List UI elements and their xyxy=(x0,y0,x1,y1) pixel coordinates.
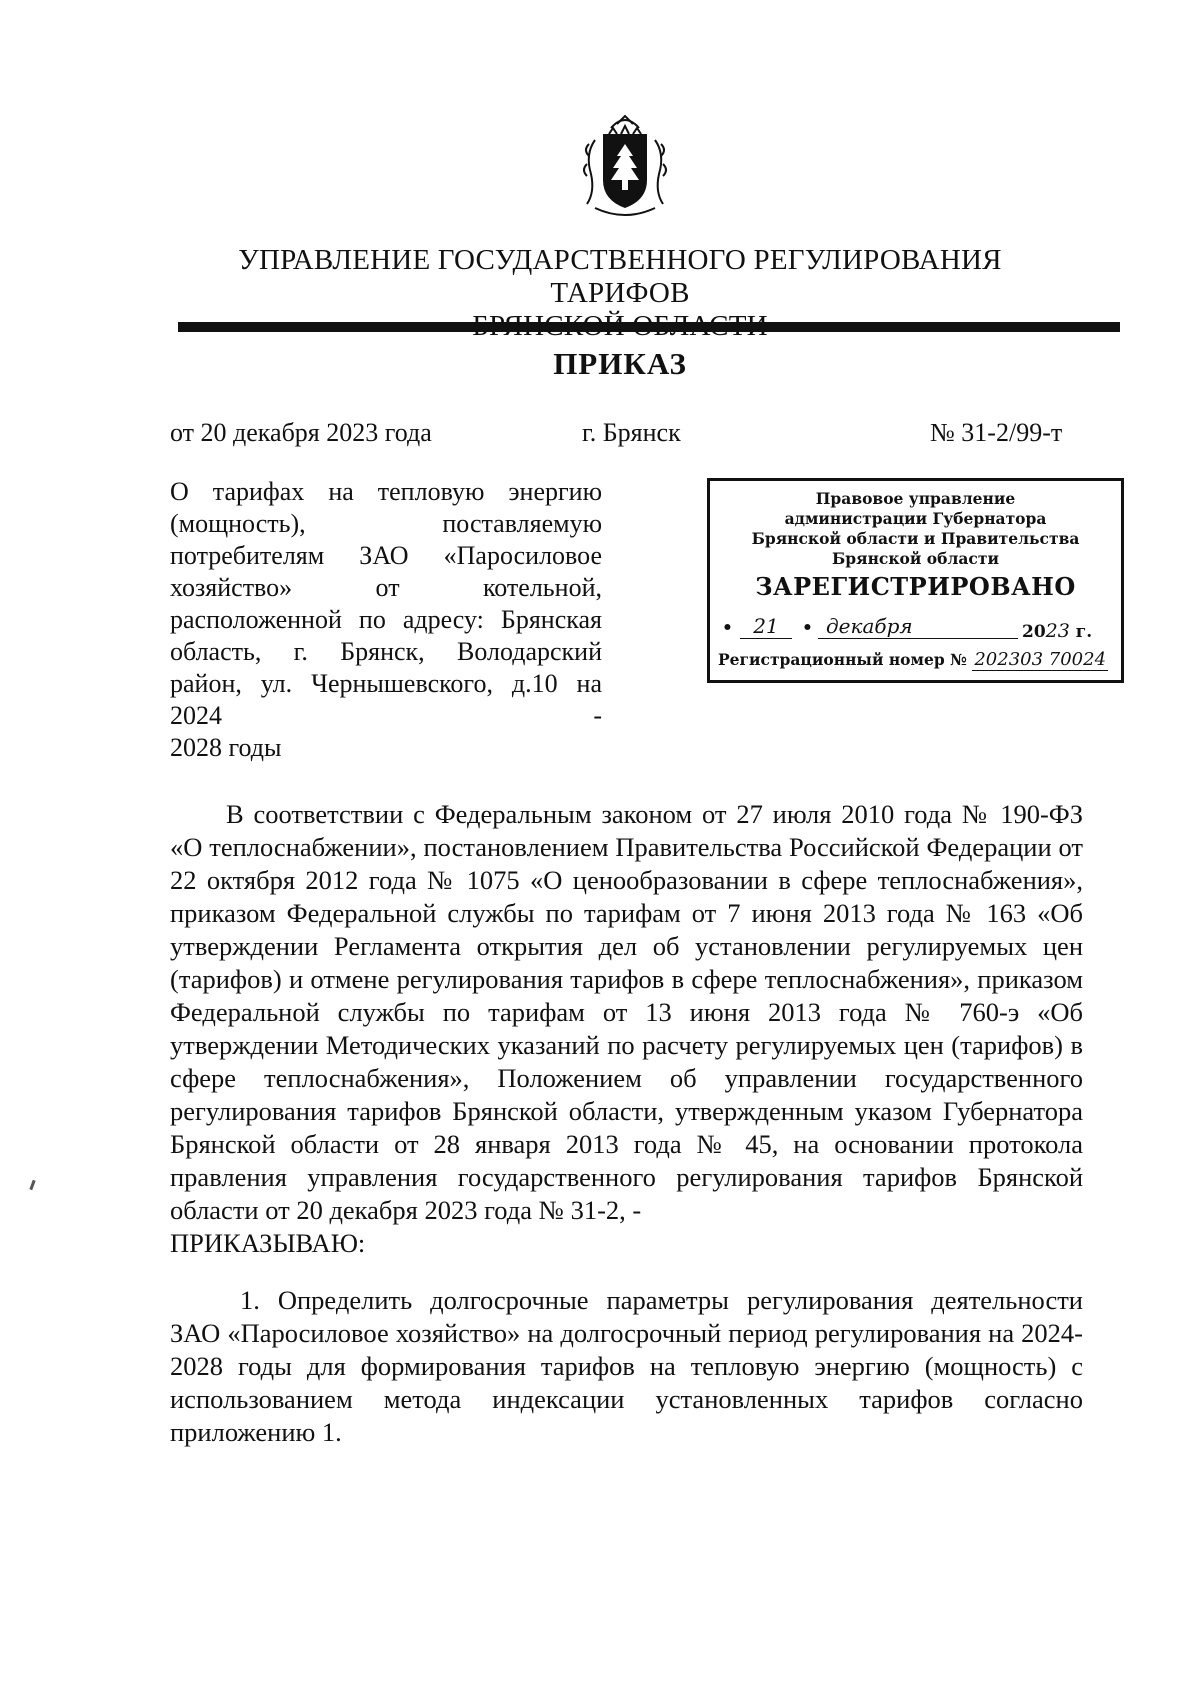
stamp-day: 21 xyxy=(740,614,792,639)
preamble-paragraph: В соответствии с Федеральным законом от 27 июля 2010 года № 190-ФЗ «О теплоснабжении», постановлением Правительства Российской Федерации от 22 октября 2012 года № 1075 «О ценообразовании в сфере теплоснабжения», приказом Федеральной службы по тарифам от 7 июня 2013 года № 163 «Об утверждении Регламента открытия дел об установлении регулируемых цен (тарифов) и отмене регулирования тарифов в сфере теплоснабжения», приказом Федеральной службы по тарифам от 13 июня 2013 года № 760-э «Об утверждении Методических указаний по расчету регулируемых цен (тарифов) в сфере теплоснабжения», Положением об управлении государственного регулирования тарифов Брянской области, утвержденным указом Губернатора Брянской области от 28 января 2013 года № 45, на основании протокола правления управления государственного регулирования тарифов Брянской области от 20 декабря 2023 года № 31-2, - xyxy=(170,799,1083,1225)
stamp-line-3: Брянской области и Правительства xyxy=(751,529,1080,548)
organization-line-1: УПРАВЛЕНИЕ ГОСУДАРСТВЕННОГО РЕГУЛИРОВАНИЯ ТАРИФОВ xyxy=(238,244,1002,309)
scan-mark xyxy=(29,1180,35,1190)
order-date: от 20 декабря 2023 года xyxy=(170,418,432,447)
order-number: № 31-2/99-т xyxy=(930,418,1063,447)
order-subject-last-line: 2028 годы xyxy=(170,733,282,762)
order-body xyxy=(170,798,1083,1449)
document-title: ПРИКАЗ xyxy=(553,346,687,381)
stamp-line-4: Брянской области xyxy=(832,549,999,568)
stamp-line-2: администрации Губернатора xyxy=(784,509,1047,528)
registration-stamp xyxy=(707,478,1124,683)
header-divider xyxy=(178,322,1120,332)
stamp-date-line: • 21 • декабря 2023 г. xyxy=(722,614,1093,642)
coat-of-arms-emblem xyxy=(565,104,685,228)
stamp-registered: ЗАРЕГИСТРИРОВАНО xyxy=(755,572,1076,601)
stamp-regnum-value: 202303 70024 xyxy=(974,649,1107,670)
order-subject-text: О тарифах на тепловую энергию (мощность), поставляемую потребителям ЗАО «Паросиловое хозяйство» от котельной, расположенной по адресу: Брянская область, г. Брянск, Володарский район, ул. Чернышевского, д.10 на 2024 - xyxy=(170,477,602,730)
stamp-year-end: г. xyxy=(1069,622,1093,642)
order-word: ПРИКАЗЫВАЮ: xyxy=(170,1228,366,1258)
coat-of-arms-icon xyxy=(565,104,685,228)
stamp-year-prefix: 20 xyxy=(1022,622,1046,642)
order-subject xyxy=(170,476,602,764)
order-city: г. Брянск xyxy=(582,418,681,447)
stamp-registration-number xyxy=(718,649,1118,675)
order-item-1: 1. Определить долгосрочные параметры регулирования деятельности ЗАО «Паросиловое хозяйство» на долгосрочный период регулирования на 2024-2028 годы для формирования тарифов на тепловую энергию (мощность) с использованием метода индексации установленных тарифов согласно приложению 1. xyxy=(170,1285,1083,1447)
stamp-year-suffix: 23 xyxy=(1045,620,1070,642)
stamp-line-1: Правовое управление xyxy=(815,489,1016,508)
stamp-month: декабря xyxy=(818,614,1018,639)
stamp-regnum-label: Регистрационный номер № xyxy=(718,650,967,669)
